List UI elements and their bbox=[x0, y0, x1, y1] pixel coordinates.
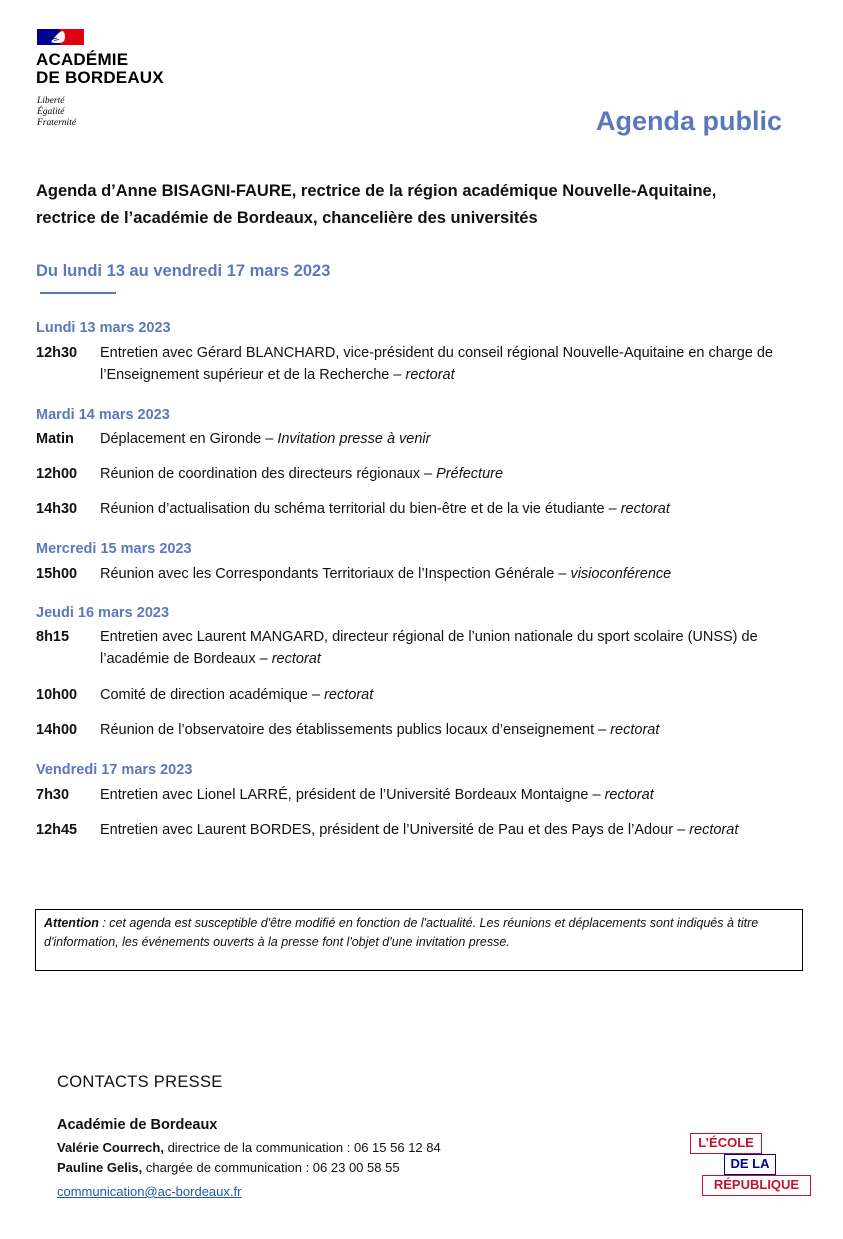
republic-motto bbox=[37, 96, 76, 129]
event-time: 15h00 bbox=[36, 566, 78, 582]
notice-text: : cet agenda est susceptible d'être modifié en fonction de l'actualité. Les réunions et déplacements sont indiqués à titre d'information, les événements ouverts à la presse font l'objet d'une invitation presse. bbox=[44, 916, 759, 949]
marianne-flag-icon bbox=[37, 29, 84, 45]
event-description: Réunion d’actualisation du schéma territorial du bien-être et de la vie étudiante – rectorat bbox=[100, 501, 670, 517]
event-time: 12h30 bbox=[36, 345, 78, 361]
event-place: rectorat bbox=[620, 501, 670, 517]
event-time: 14h00 bbox=[36, 722, 78, 738]
logo-word: L’ÉCOLE bbox=[690, 1133, 762, 1154]
event-description: Entretien avec Laurent BORDES, président de l’Université de Pau et des Pays de l’Adour – rectorat bbox=[100, 822, 739, 838]
day-heading: Lundi 13 mars 2023 bbox=[36, 320, 171, 336]
ecole-republique-logo bbox=[690, 1133, 814, 1197]
event-description: Comité de direction académique – rectorat bbox=[100, 687, 374, 703]
logo-word: RÉPUBLIQUE bbox=[702, 1175, 811, 1196]
event-time: 7h30 bbox=[36, 787, 70, 803]
event-place: Préfecture bbox=[436, 466, 504, 482]
event-place: Invitation presse à venir bbox=[277, 431, 431, 447]
event-time: Matin bbox=[36, 431, 74, 447]
logo-line-1: ACADÉMIE bbox=[36, 50, 129, 69]
logo-line-2: DE BORDEAUX bbox=[36, 68, 164, 87]
day-heading: Mardi 14 mars 2023 bbox=[36, 407, 170, 423]
event-description: Réunion avec les Correspondants Territoriaux de l’Inspection Générale – visioconférence bbox=[100, 566, 672, 582]
event-place: rectorat bbox=[405, 367, 455, 383]
academie-logo-text bbox=[36, 51, 164, 87]
event-time: 14h30 bbox=[36, 501, 78, 517]
contacts-organisation: Académie de Bordeaux bbox=[57, 1117, 218, 1133]
event-place: visioconférence bbox=[570, 566, 672, 582]
event-time: 8h15 bbox=[36, 629, 70, 645]
period-underline bbox=[40, 292, 116, 294]
event-place: rectorat bbox=[689, 822, 739, 838]
day-heading: Mercredi 15 mars 2023 bbox=[36, 541, 192, 557]
event-description: Entretien avec Lionel LARRÉ, président de l’Université Bordeaux Montaigne – rectorat bbox=[100, 787, 654, 803]
day-heading: Vendredi 17 mars 2023 bbox=[36, 762, 193, 778]
motto-line: Liberté bbox=[37, 96, 65, 106]
contact-person: Valérie Courrech, directrice de la communication : 06 15 56 12 84 bbox=[57, 1140, 441, 1155]
page-title: Agenda d’Anne BISAGNI-FAURE, rectrice de la région académique Nouvelle-Aquitaine, rectrice de l’académie de Bordeaux, chancelière des universités bbox=[36, 182, 717, 227]
contact-email-link[interactable]: communication@ac-bordeaux.fr bbox=[57, 1184, 242, 1199]
contacts-heading: CONTACTS PRESSE bbox=[57, 1073, 223, 1091]
document-label: Agenda public bbox=[595, 106, 782, 136]
event-place: rectorat bbox=[610, 722, 660, 738]
event-time: 12h45 bbox=[36, 822, 78, 838]
motto-line: Égalité bbox=[37, 107, 65, 117]
day-heading: Jeudi 16 mars 2023 bbox=[36, 605, 170, 621]
event-description: Entretien avec Gérard BLANCHARD, vice-président du conseil régional Nouvelle-Aquitaine en charge de l’Enseignement supérieur et de la Recherche – rectorat bbox=[100, 345, 773, 383]
event-description: Déplacement en Gironde – Invitation presse à venir bbox=[100, 431, 431, 447]
contact-person: Pauline Gelis, chargée de communication : 06 23 00 58 55 bbox=[57, 1160, 400, 1175]
event-place: rectorat bbox=[324, 687, 374, 703]
logo-word: DE LA bbox=[724, 1154, 776, 1175]
period-heading: Du lundi 13 au vendredi 17 mars 2023 bbox=[36, 262, 331, 280]
event-description: Entretien avec Laurent MANGARD, directeur régional de l’union nationale du sport scolaire (UNSS) de l’académie de Bordeaux – rectorat bbox=[100, 629, 758, 667]
notice-label: Attention bbox=[44, 916, 99, 930]
event-place: rectorat bbox=[604, 787, 654, 803]
event-time: 12h00 bbox=[36, 466, 78, 482]
event-description: Réunion de l’observatoire des établissements publics locaux d’enseignement – rectorat bbox=[100, 722, 660, 738]
motto-line: Fraternité bbox=[37, 118, 77, 128]
event-place: rectorat bbox=[271, 651, 321, 667]
event-time: 10h00 bbox=[36, 687, 78, 703]
event-description: Réunion de coordination des directeurs régionaux – Préfecture bbox=[100, 466, 504, 482]
notice-box bbox=[35, 909, 803, 971]
